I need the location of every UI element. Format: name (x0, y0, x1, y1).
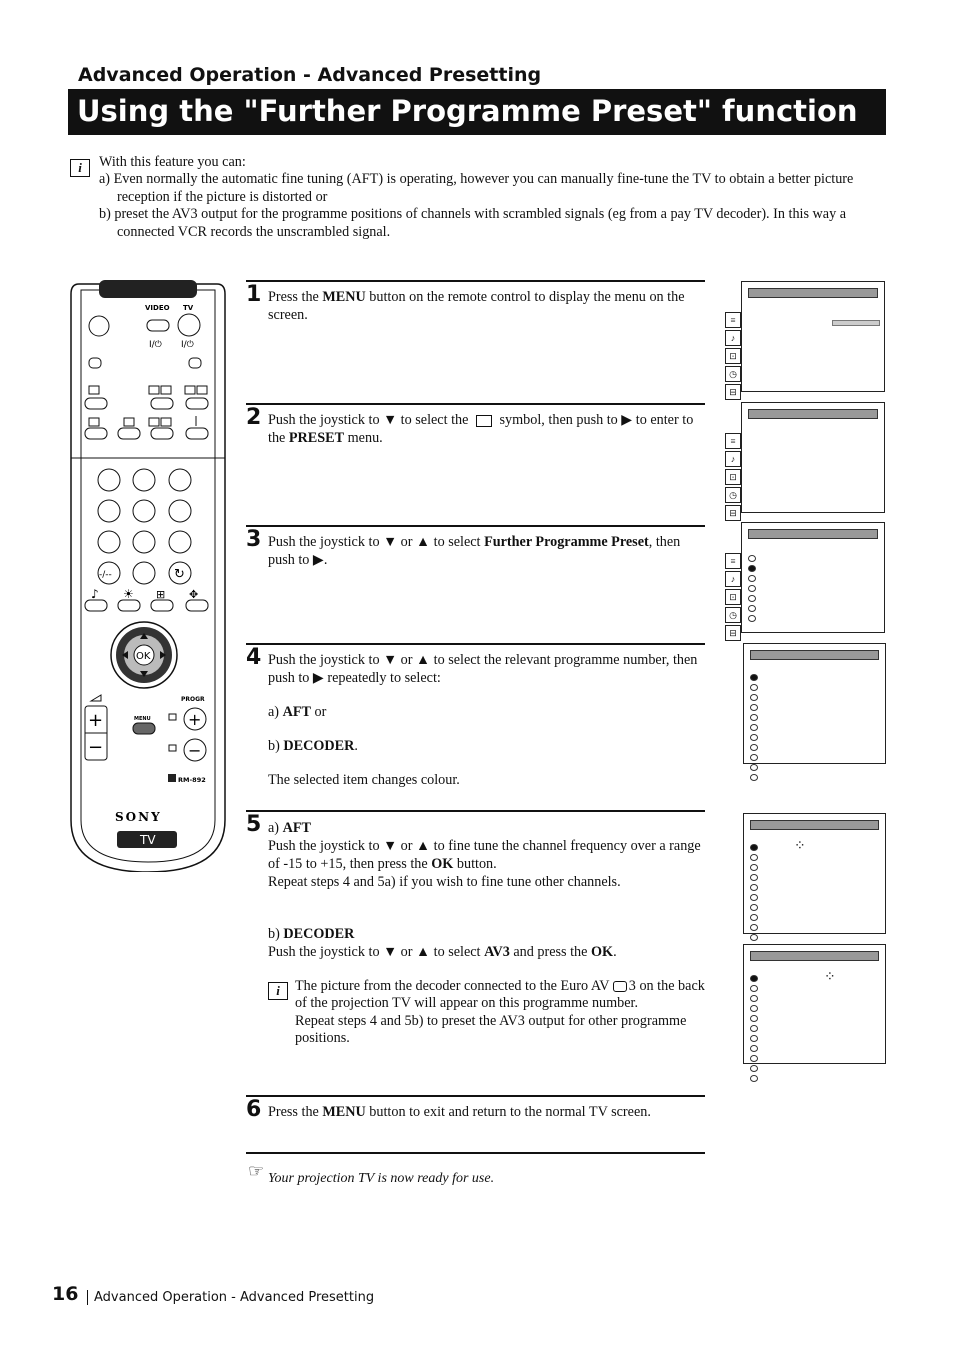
step-rule (246, 643, 705, 645)
svg-text:−: − (88, 737, 104, 758)
svg-text:↻: ↻ (174, 567, 185, 582)
sound-icon: ♪ (725, 330, 741, 346)
page-number: 16 (52, 1283, 79, 1305)
flashing-indicator-icon: ⁘ (794, 839, 806, 854)
menu-icon-column (725, 553, 741, 643)
svg-text:✥: ✥ (189, 588, 199, 601)
timer-icon: ◷ (725, 366, 741, 382)
sound-icon: ♪ (725, 451, 741, 467)
step-number: 4 (246, 645, 262, 670)
step-number: 2 (246, 405, 262, 430)
svg-text:+: + (88, 710, 104, 731)
hand-tip-icon: ☞ (248, 1161, 265, 1181)
step-6-text: Press the MENU button to exit and return to the normal TV screen. (268, 1104, 651, 1120)
step-5-text: a) AFT Push the joystick to ▼ or ▲ to fine tune the channel frequency over a range of -15 to +15, then press the OK button. Repeat steps 4 and 5a) if you wish to fine tune other channels. b) DECODER Push the joystick to ▼ or ▲ to select AV3 and press the OK. (268, 820, 701, 960)
info-icon: i (70, 159, 90, 177)
timer-icon: ◷ (725, 607, 741, 623)
step-rule (246, 403, 705, 405)
menu-label: MENU (134, 716, 151, 722)
sound-icon: ♪ (725, 571, 741, 587)
step-rule (246, 1152, 705, 1154)
svg-text:I/⏻: I/⏻ (181, 340, 194, 350)
step-number: 6 (246, 1097, 262, 1122)
menu-screen (743, 643, 886, 764)
euro-av-icon (613, 981, 627, 992)
intro-lead: With this feature you can: (99, 154, 246, 170)
menu-screen (741, 402, 885, 513)
sony-logo: SONY (115, 810, 162, 824)
info-icon: i (268, 982, 288, 1000)
picture-icon: ≡ (725, 553, 741, 569)
section-heading: Advanced Operation - Advanced Presetting (78, 64, 542, 86)
step-rule (246, 280, 705, 282)
step-rule (246, 525, 705, 527)
menu-icon-column (725, 312, 741, 402)
step-1-text: Press the MENU button on the remote control to display the menu on the screen. (268, 289, 685, 323)
progr-label: PROGR (181, 696, 205, 703)
svg-text:⊞: ⊞ (156, 588, 166, 601)
step-number: 1 (246, 282, 262, 307)
svg-text:−: − (188, 741, 202, 760)
menu-screen (741, 281, 885, 392)
connection-icon: ⊡ (725, 348, 741, 364)
menu-screen (741, 522, 885, 633)
svg-text:+: + (188, 710, 202, 729)
tv-label: TV (183, 304, 194, 312)
svg-text:I/⏻: I/⏻ (149, 340, 162, 350)
menu-screen (743, 813, 886, 934)
decoder-note: The picture from the decoder connected to the Euro AV 3 on the back of the projection TV will appear on this programme number. Repeat steps 4 and 5b) to preset the AV3 output for other programme positions. (295, 978, 705, 1047)
menu-icon-column (725, 433, 741, 523)
step-number: 3 (246, 527, 262, 552)
picture-icon: ≡ (725, 312, 741, 328)
preset-icon: ⊟ (725, 505, 741, 521)
ok-label: OK (136, 651, 151, 662)
step-number: 5 (246, 812, 262, 837)
step-3-text: Push the joystick to ▼ or ▲ to select Further Programme Preset, then push to ▶. (268, 534, 681, 568)
remote-control-illustration (69, 280, 227, 872)
picture-icon: ≡ (725, 433, 741, 449)
timer-icon: ◷ (725, 487, 741, 503)
svg-text:-/--: -/-- (99, 570, 112, 580)
flashing-indicator-icon: ⁘ (824, 970, 836, 985)
page-title-bar (68, 89, 886, 135)
preset-icon: ⊟ (725, 625, 741, 641)
step-2-text: Push the joystick to ▼ to select the symbol, then push to ▶ to enter to the PRESET menu. (268, 412, 694, 446)
page-title: Using the "Further Programme Preset" function (77, 94, 858, 128)
model-label: RM-892 (178, 776, 206, 784)
intro-text (99, 154, 879, 241)
tv-logo: TV (140, 833, 156, 847)
svg-text:☀: ☀ (123, 587, 134, 601)
menu-screen (743, 944, 886, 1064)
step-rule (246, 1095, 705, 1097)
video-label: VIDEO (145, 304, 170, 312)
footer-text: Advanced Operation - Advanced Presetting (87, 1290, 374, 1305)
preset-icon: ⊟ (725, 384, 741, 400)
svg-text:♪: ♪ (91, 587, 99, 601)
intro-item-a: a) Even normally the automatic fine tuning (AFT) is operating, however you can manually fine-tune the TV to obtain a better picture reception if the picture is distorted or (99, 171, 854, 205)
connection-icon: ⊡ (725, 589, 741, 605)
step-4-text: Push the joystick to ▼ or ▲ to select the relevant programme number, then push to ▶ repeatedly to select: a) AFT or b) DECODER. The selected item changes colour. (268, 652, 698, 788)
preset-symbol-icon (476, 415, 492, 427)
intro-item-b: b) preset the AV3 output for the programme positions of channels with scrambled signals (eg from a pay TV decoder). In this way a connected VCR records the unscrambled signal. (99, 206, 847, 240)
connection-icon: ⊡ (725, 469, 741, 485)
step-rule (246, 810, 705, 812)
tip-text: Your projection TV is now ready for use. (268, 1171, 495, 1186)
